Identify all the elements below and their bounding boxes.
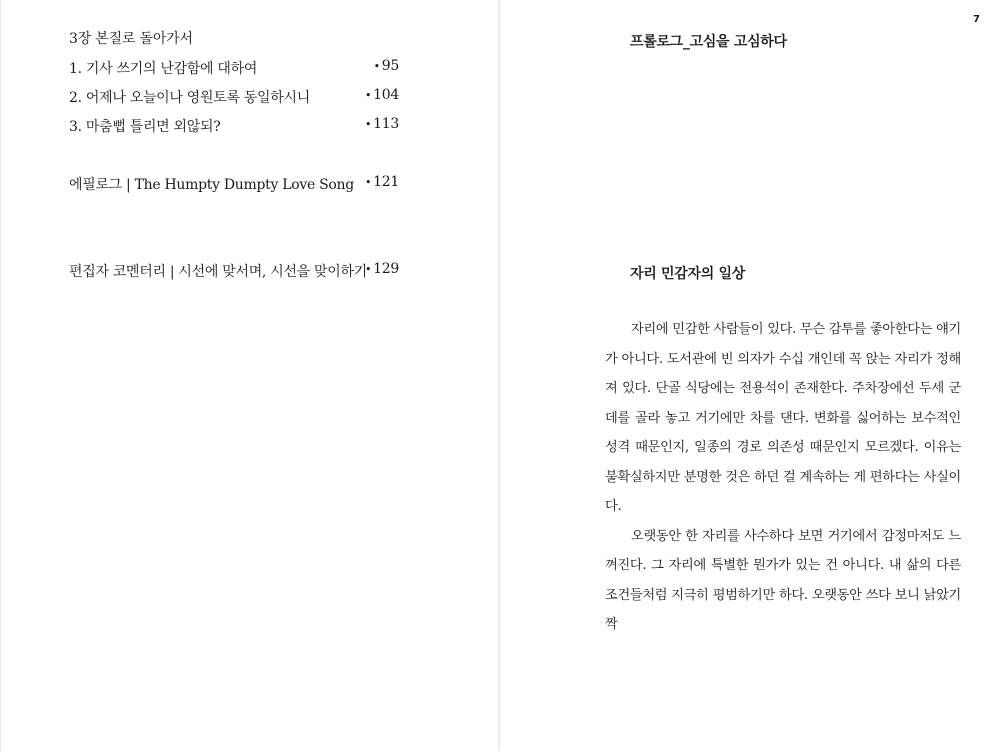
toc-entry-page: • 113 xyxy=(365,116,399,132)
paragraph: 자리에 민감한 사람들이 있다. 무슨 감투를 좋아한다는 얘기가 아니다. 도서관에 빈 의자가 수십 개인데 꼭 앉는 자리가 정해져 있다. 단골 식당에는 전용석이 존재한다. 주차장에선 두세 군데를 골라 놓고 거기에만 차를 댄다. 변화를 싫어하는 보수적인 성격 때문인지, 일종의 경로 의존성 때문인지 모르겠다. 이유는 불확실하지만 분명한 것은 하던 걸 계속하는 게 편하다는 사실이다. xyxy=(605,322,961,514)
toc-entry-page: • 104 xyxy=(365,87,399,103)
toc-entry-page: • 121 xyxy=(365,174,399,190)
toc-entry-page: • 95 xyxy=(374,58,399,74)
prologue-title: 프롤로그_고심을 고심하다 xyxy=(630,34,787,50)
section-title: 자리 민감자의 일상 xyxy=(630,266,745,282)
body-text xyxy=(605,315,961,640)
toc-entry-title: 편집자 코멘터리 | 시선에 맞서며, 시선을 맞이하기 xyxy=(69,264,367,280)
toc-entry-title: 3. 마춤뻡 틀리면 외않되? xyxy=(69,119,221,135)
paragraph: 오랫동안 한 자리를 사수하다 보면 거기에서 감정마저도 느껴진다. 그 자리에 특별한 뭔가가 있는 건 아니다. 내 삶의 다른 조건들처럼 지극히 평범하기만 하다. 오랫동안 쓰다 보니 낡았기 짝 xyxy=(605,528,961,632)
toc-entry-page: • 129 xyxy=(365,261,399,277)
toc-chapter-heading: 3장 본질로 돌아가서 xyxy=(69,31,193,47)
toc-entry xyxy=(69,87,399,107)
toc-entry-epilogue xyxy=(69,174,399,194)
toc-entry xyxy=(69,58,399,78)
toc-entry-title: 에필로그 | The Humpty Dumpty Love Song xyxy=(69,177,354,193)
toc-entry-title: 1. 기사 쓰기의 난감함에 대하여 xyxy=(69,61,258,77)
toc-entry-editor-commentary xyxy=(69,261,399,281)
right-page-prologue xyxy=(500,0,1000,751)
toc-entry-title: 2. 어제나 오늘이나 영원토록 동일하시니 xyxy=(69,90,310,106)
toc-entry xyxy=(69,116,399,136)
page-number: 7 xyxy=(973,14,980,25)
